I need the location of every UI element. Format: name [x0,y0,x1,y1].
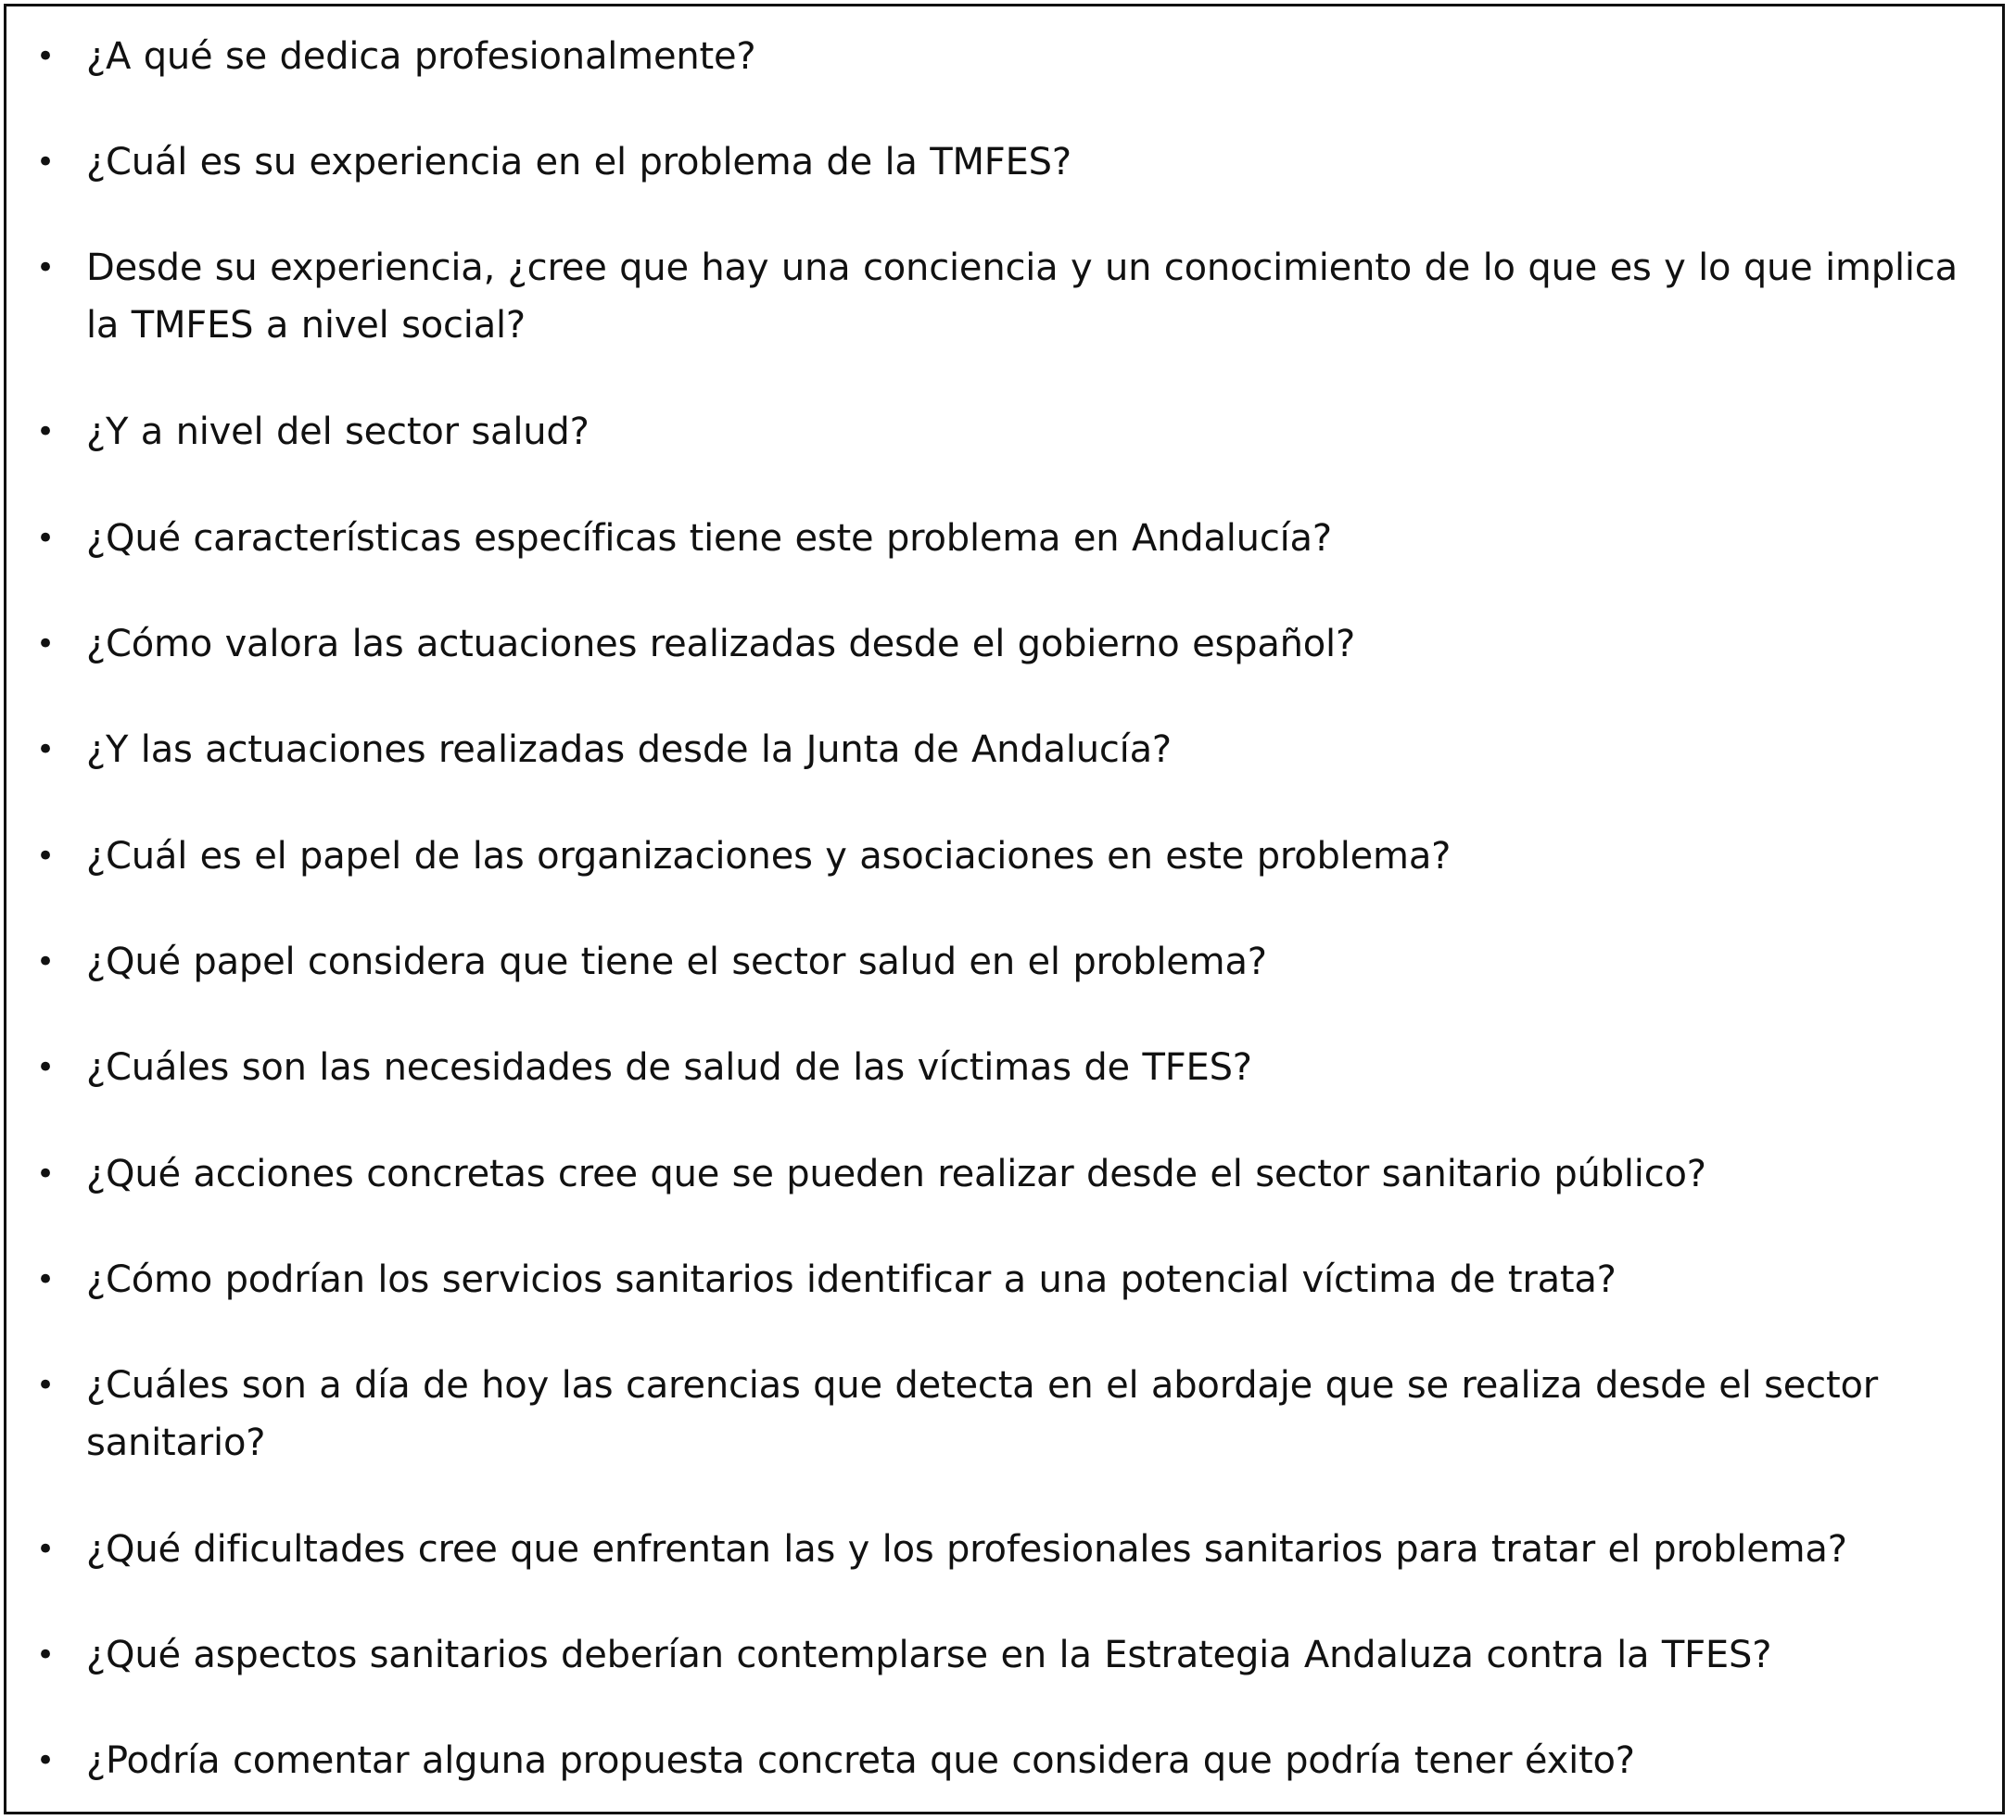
list-item [6,828,2002,885]
list-item [6,933,2002,991]
question-list [6,6,2002,1812]
question-text: Desde su experiencia, ¿cree que hay una conciencia y un conocimiento de lo que es y lo que implica la TMFES a nivel social? [86,246,1958,347]
bullet-icon: • [36,144,55,181]
bullet-icon: • [36,249,55,286]
question-text: ¿Cómo podrían los servicios sanitarios identificar a una potencial víctima de trata? [86,1258,1617,1301]
bullet-icon: • [36,1742,55,1779]
list-item [6,239,2002,354]
list-item [6,615,2002,673]
list-item [6,1251,2002,1308]
bullet-icon: • [36,1156,55,1193]
question-text: ¿Qué aspectos sanitarios deberían contemplarse en la Estrategia Andaluza contra la TFES? [86,1634,1772,1676]
question-text: ¿Qué características específicas tiene este problema en Andalucía? [86,517,1332,560]
question-text: ¿Cuáles son las necesidades de salud de las víctimas de TFES? [86,1046,1252,1089]
list-item [6,1357,2002,1472]
bullet-icon: • [36,520,55,557]
question-text: ¿Qué dificultades cree que enfrentan las y los profesionales sanitarios para tratar el problema? [86,1528,1847,1571]
bullet-icon: • [36,838,55,875]
bullet-icon: • [36,413,55,450]
question-text: ¿Podría comentar alguna propuesta concreta que considera que podría tener éxito? [86,1739,1635,1782]
list-item [6,133,2002,191]
list-item [6,721,2002,778]
question-text: ¿Cuál es el papel de las organizaciones y asociaciones en este problema? [86,835,1452,878]
bullet-icon: • [36,38,55,75]
bullet-icon: • [36,1531,55,1568]
bullet-icon: • [36,1261,55,1298]
bullet-icon: • [36,1637,55,1674]
bullet-icon: • [36,731,55,768]
question-text: ¿Cómo valora las actuaciones realizadas desde el gobierno español? [86,623,1355,665]
questionnaire-box [4,4,2005,1814]
list-item [6,28,2002,85]
list-item [6,1626,2002,1684]
question-text: ¿Qué acciones concretas cree que se pueden realizar desde el sector sanitario público? [86,1153,1706,1195]
question-text: ¿Cuál es su experiencia en el problema de la TMFES? [86,141,1071,183]
question-text: ¿Qué papel considera que tiene el sector salud en el problema? [86,941,1267,983]
list-item [6,1732,2002,1789]
question-text: ¿Y a nivel del sector salud? [86,411,590,453]
list-item [6,1039,2002,1096]
question-text: ¿A qué se dedica profesionalmente? [86,35,756,78]
list-item [6,1521,2002,1578]
bullet-icon: • [36,1367,55,1404]
list-item [6,403,2002,461]
question-text: ¿Cuáles son a día de hoy las carencias que detecta en el abordaje que se realiza desde el sector sanitario? [86,1364,1878,1464]
list-item [6,510,2002,567]
bullet-icon: • [36,943,55,980]
list-item [6,1145,2002,1203]
question-text: ¿Y las actuaciones realizadas desde la Junta de Andalucía? [86,728,1172,771]
bullet-icon: • [36,1049,55,1086]
bullet-icon: • [36,626,55,663]
